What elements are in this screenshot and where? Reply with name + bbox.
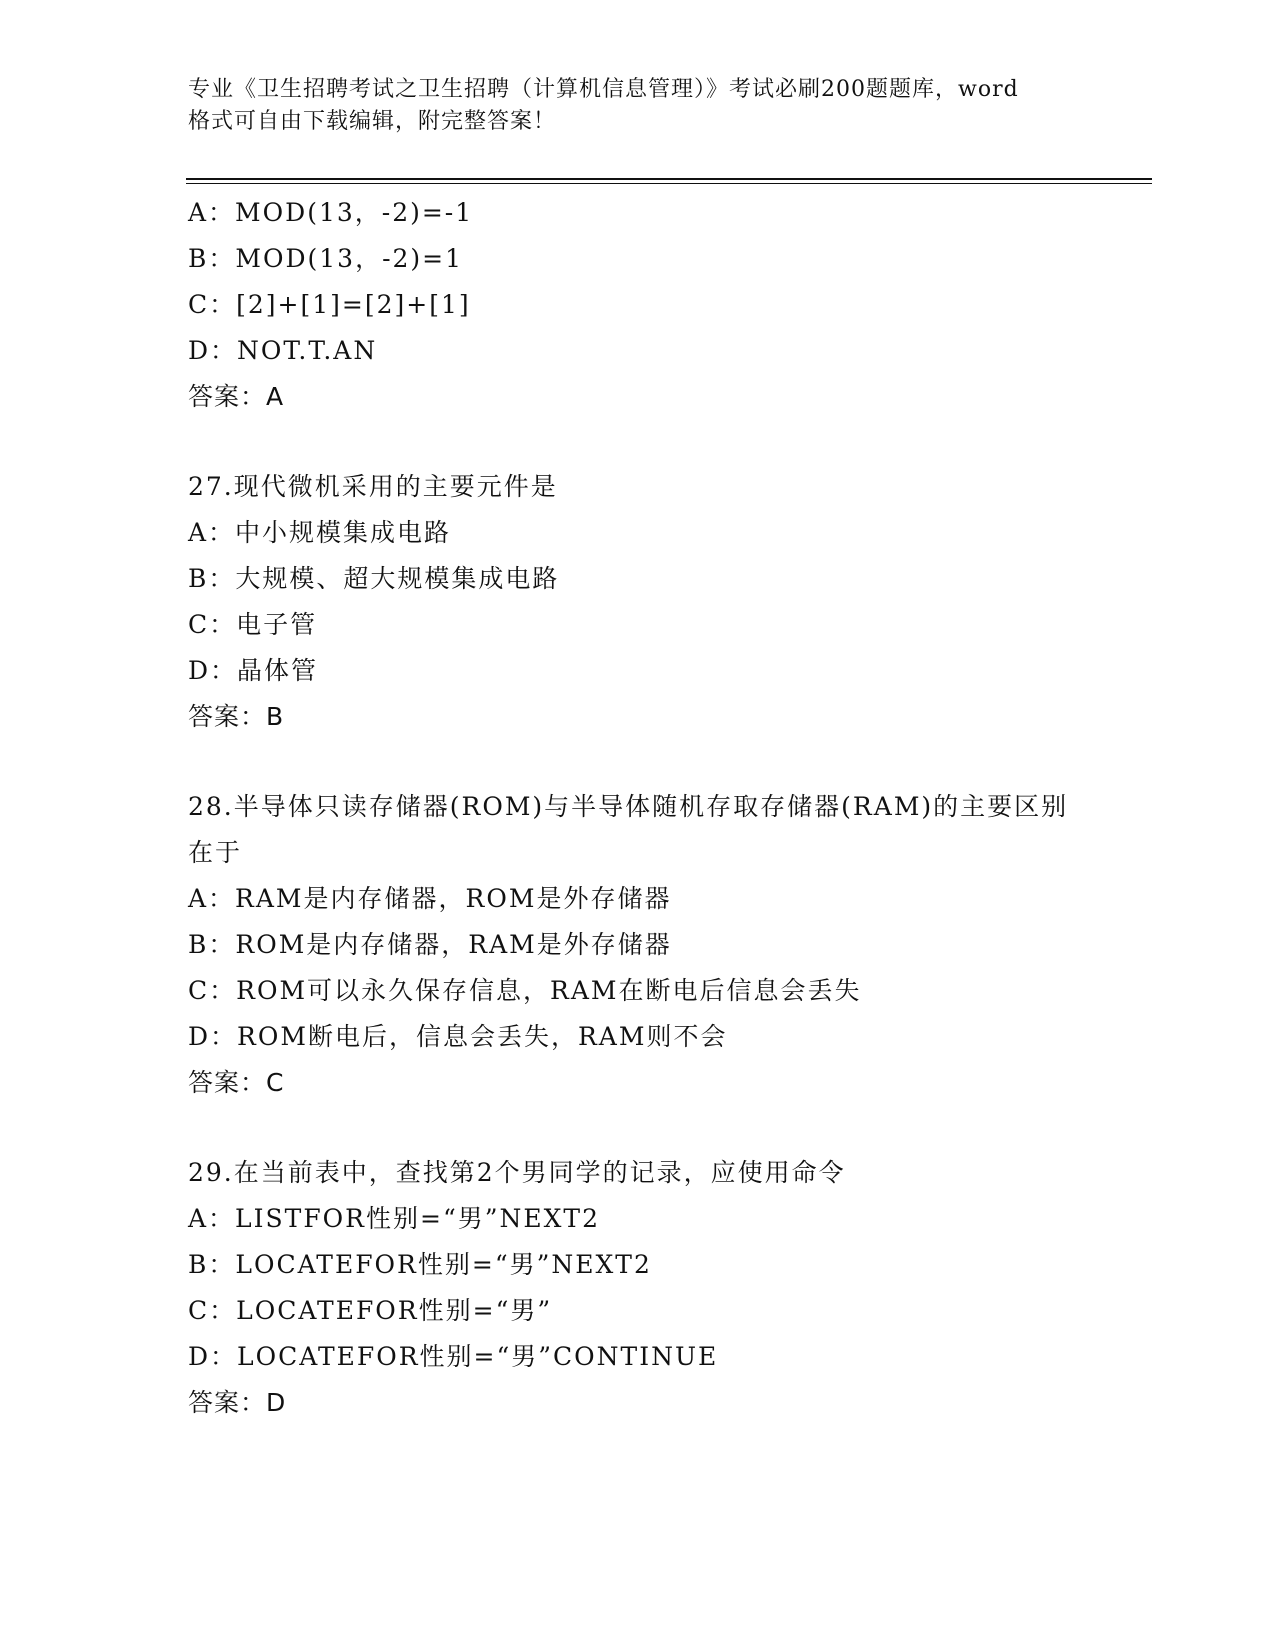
option-a: A：MOD(13，-2)=-1 [188, 198, 474, 227]
option-c: C：LOCATEFOR性别=“男” [188, 1296, 553, 1325]
document-header [188, 74, 1108, 138]
option-b: B：ROM是内存储器，RAM是外存储器 [188, 930, 672, 959]
option-a: A：中小规模集成电路 [188, 518, 452, 547]
header-divider-thick [186, 178, 1152, 180]
question-list [188, 190, 1088, 1426]
answer-line: 答案：C [188, 1068, 285, 1097]
option-d: D：晶体管 [188, 656, 319, 685]
answer-line: 答案：B [188, 702, 285, 731]
header-title-line-1: 专业《卫生招聘考试之卫生招聘（计算机信息管理）》考试必刷200题题库，word [188, 77, 1019, 102]
option-a: A：LISTFOR性别=“男”NEXT2 [188, 1204, 601, 1233]
question-block-28 [188, 784, 1088, 1106]
question-spacer [188, 420, 1088, 464]
option-c: C：[2]+[1]=[2]+[1] [188, 290, 471, 319]
question-block-29 [188, 1150, 1088, 1426]
question-text: 27.现代微机采用的主要元件是 [188, 472, 558, 501]
option-c: C：电子管 [188, 610, 318, 639]
answer-line: 答案：A [188, 382, 285, 411]
option-b: B：LOCATEFOR性别=“男”NEXT2 [188, 1250, 652, 1279]
question-spacer [188, 740, 1088, 784]
option-d: D：LOCATEFOR性别=“男”CONTINUE [188, 1342, 719, 1371]
question-text-line-1: 28.半导体只读存储器(ROM)与半导体随机存取存储器(RAM)的主要区别 [188, 792, 1069, 821]
option-b: B：MOD(13，-2)=1 [188, 244, 464, 273]
question-text-line-2: 在于 [188, 838, 243, 867]
question-block-26 [188, 190, 1088, 420]
option-d: D：NOT.T.AN [188, 336, 378, 365]
answer-line: 答案：D [188, 1388, 287, 1417]
option-c: C：ROM可以永久保存信息，RAM在断电后信息会丢失 [188, 976, 862, 1005]
option-b: B：大规模、超大规模集成电路 [188, 564, 560, 593]
option-a: A：RAM是内存储器，ROM是外存储器 [188, 884, 672, 913]
question-text: 29.在当前表中，查找第2个男同学的记录，应使用命令 [188, 1158, 846, 1187]
option-d: D：ROM断电后，信息会丢失，RAM则不会 [188, 1022, 728, 1051]
question-spacer [188, 1106, 1088, 1150]
question-block-27 [188, 464, 1088, 740]
header-title-line-2: 格式可自由下载编辑，附完整答案！ [188, 109, 557, 134]
header-divider-thin [186, 183, 1152, 184]
